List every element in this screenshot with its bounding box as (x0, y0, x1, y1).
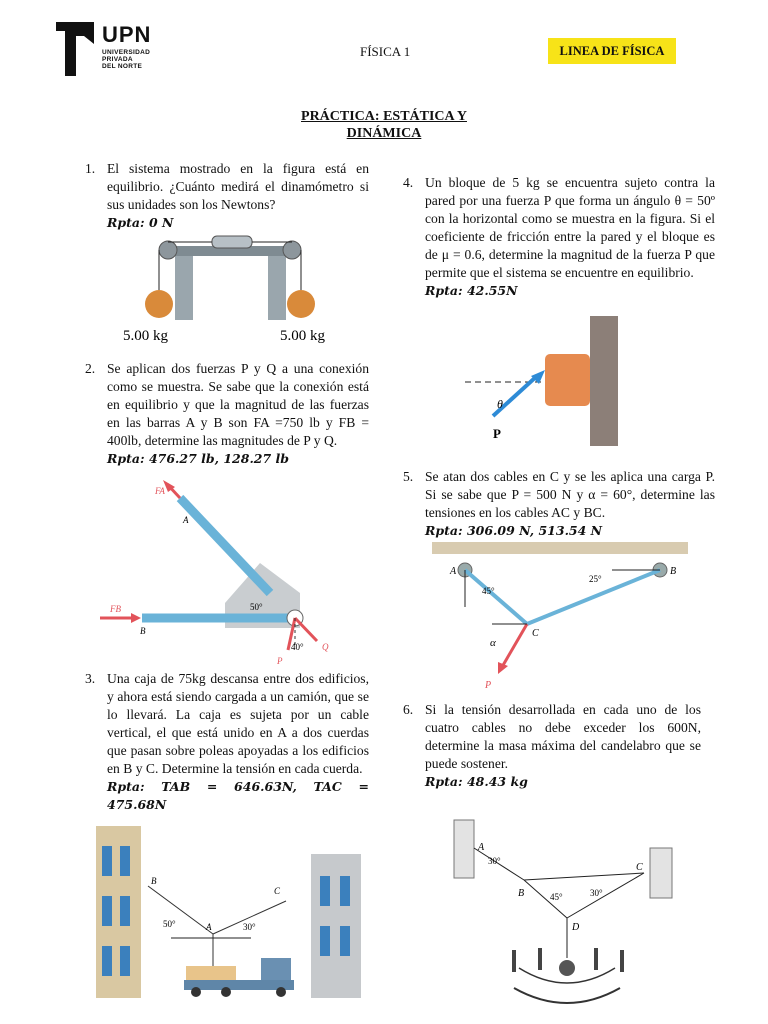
figure-cables (432, 542, 688, 692)
label-theta: θ (497, 397, 503, 411)
label-c: C (532, 628, 539, 639)
problem-text: El sistema mostrado en la figura está en equilibrio. ¿Cuánto medirá el dinamómetro si sus unidades son los Newtons? (107, 161, 369, 212)
problem-1 (85, 160, 369, 232)
label-angle-30-a: 30° (488, 856, 501, 866)
problem-answer: Rpta: 48.43 kg (425, 774, 528, 789)
problem-answer: Rpta: 0 N (107, 215, 174, 230)
label-a: A (450, 566, 457, 577)
label-angle-40: 40° (291, 642, 304, 652)
label-d: D (572, 922, 580, 933)
problem-text: Se aplican dos fuerzas P y Q a una conexión como se muestra. Se sabe que la conexión está en equilibrio y que la magnitud de las fuerzas en las barras A y B son FA =750 lb y FB = 400lb, determine las magnitudes de P y Q. (107, 361, 369, 448)
upn-logo-mark (56, 22, 100, 76)
label-angle-25: 25° (589, 574, 602, 584)
problem-number: 1. (85, 161, 96, 176)
figure-buildings (96, 826, 361, 998)
logo-wordmark: UPN (102, 22, 152, 47)
label-a: A (206, 922, 212, 932)
problem-answer: Rpta: 306.09 N, 513.54 N (425, 523, 603, 538)
mass-label-left: 5.00 kg (123, 328, 168, 344)
problem-number: 2. (85, 361, 96, 376)
figure-dynamometer (123, 228, 360, 346)
label-b: B (518, 888, 525, 899)
problem-4 (403, 174, 715, 300)
label-p: P (277, 656, 283, 666)
label-c: C (636, 862, 643, 873)
problem-answer: Rpta: 476.27 lb, 128.27 lb (107, 451, 290, 466)
label-c: C (274, 886, 281, 896)
label-fa: FA (155, 486, 165, 496)
problem-text: Una caja de 75kg descansa entre dos edificios, y ahora está siendo cargada a un camión, que se lo llevará. La caja es sujeta por un cable vertical, el que está unido en A a dos cuerdas que pasan sobre poleas apoyadas a los edificios en B y C. Determine la tensión en cada cuerda. (107, 671, 369, 776)
label-angle-50: 50° (250, 602, 263, 612)
upn-logo (56, 22, 166, 76)
course-name: FÍSICA 1 (360, 44, 411, 59)
problem-number: 3. (85, 671, 96, 686)
problem-2 (85, 360, 369, 468)
label-angle-45: 45° (482, 586, 495, 596)
label-b: B (140, 626, 146, 636)
problem-6 (403, 701, 701, 791)
label-angle-50: 50° (163, 919, 176, 929)
problem-answer: Rpta: TAB = 646.63N, TAC = 475.68N (107, 779, 369, 812)
label-q: Q (322, 642, 329, 652)
problem-number: 6. (403, 702, 414, 717)
figure-chandelier (454, 818, 684, 1018)
label-angle-30: 30° (243, 922, 256, 932)
problem-5 (403, 468, 715, 540)
label-fb: FB (110, 604, 121, 614)
logo-line: UNIVERSIDAD (102, 49, 151, 56)
problem-text: Se atan dos cables en C y se les aplica una carga P. Si se sabe que P = 500 N y α = 60°, determine las tensiones en los cables AC y BC. (425, 469, 715, 520)
figure-connection (95, 478, 345, 668)
title-line: PRÁCTICA: ESTÁTICA Y (301, 109, 467, 124)
label-angle-30-b: 30° (590, 888, 603, 898)
label-angle-45: 45° (550, 892, 563, 902)
label-p: P (485, 680, 492, 691)
section-badge: LINEA DE FÍSICA (548, 38, 676, 64)
label-p: P (493, 426, 501, 441)
problem-number: 5. (403, 469, 414, 484)
title-line: DINÁMICA (346, 126, 422, 141)
mass-label-right: 5.00 kg (280, 328, 325, 344)
label-a: A (478, 842, 485, 853)
label-alpha: α (490, 637, 496, 649)
problem-number: 4. (403, 175, 414, 190)
problem-text: Un bloque de 5 kg se encuentra sujeto contra la pared por una fuerza P que forma un ángulo θ = 50º con la horizontal como se muestra en la figura. Si el coeficiente de fricción entre la pared y el bloque es de μ = 0.6, determine la magnitud de la fuerza P que permite que el sistema se encuentre en equilibrio. (425, 175, 715, 280)
label-b: B (151, 876, 157, 886)
problem-text: Si la tensión desarrollada en cada uno de los cuatro cables no debe exceder los 600N, determine la masa máxima del candelabro que se puede sostener. (425, 702, 701, 771)
label-a: A (183, 515, 189, 525)
logo-line: PRIVADA (102, 56, 133, 63)
problem-answer: Rpta: 42.55N (425, 283, 518, 298)
problem-3 (85, 670, 369, 814)
page-title (200, 108, 568, 142)
figure-block-wall (455, 316, 635, 446)
logo-line: DEL NORTE (102, 63, 143, 70)
label-b: B (670, 566, 677, 577)
